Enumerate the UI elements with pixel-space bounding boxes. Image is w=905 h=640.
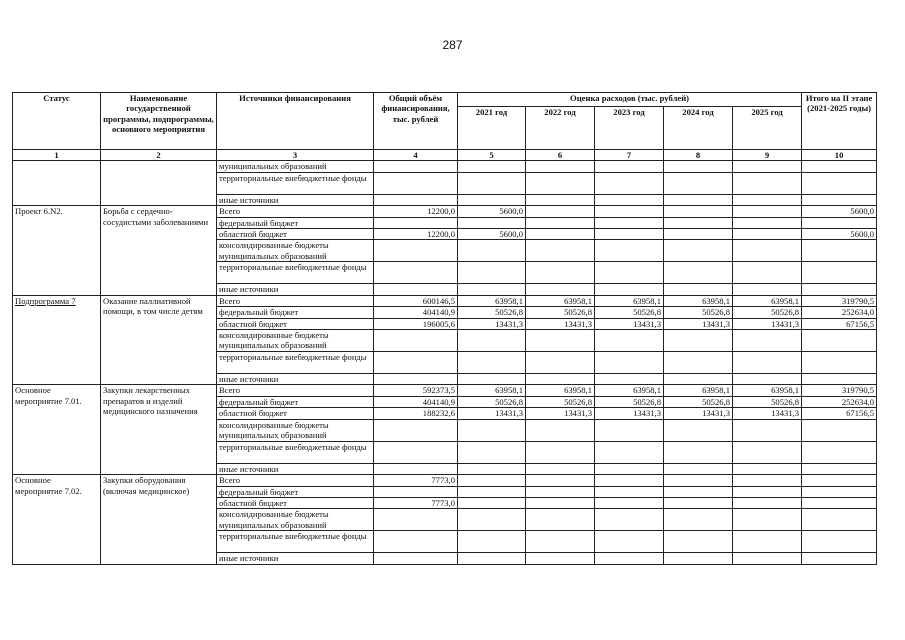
value-cell-itogo: 67156,5 bbox=[802, 408, 877, 419]
value-cell-y2021: 5600,0 bbox=[458, 229, 526, 240]
source-cell: областной бюджет bbox=[217, 408, 374, 419]
value-cell-itogo bbox=[802, 352, 877, 374]
value-cell-total: 12200,0 bbox=[374, 206, 458, 217]
value-cell-total bbox=[374, 262, 458, 284]
source-cell: областной бюджет bbox=[217, 318, 374, 329]
value-cell-y2023 bbox=[595, 262, 664, 284]
value-cell-y2022 bbox=[526, 330, 595, 352]
value-cell-y2024 bbox=[664, 441, 733, 463]
value-cell-y2021: 13431,3 bbox=[458, 408, 526, 419]
value-cell-y2022: 13431,3 bbox=[526, 408, 595, 419]
source-cell: Всего bbox=[217, 475, 374, 486]
source-cell: Всего bbox=[217, 295, 374, 306]
value-cell-total bbox=[374, 217, 458, 228]
value-cell-y2024 bbox=[664, 497, 733, 508]
value-cell-y2022 bbox=[526, 486, 595, 497]
value-cell-total: 196005,6 bbox=[374, 318, 458, 329]
value-cell-itogo: 252634,0 bbox=[802, 307, 877, 318]
source-cell: Всего bbox=[217, 385, 374, 396]
value-cell-y2021 bbox=[458, 553, 526, 564]
value-cell-total bbox=[374, 284, 458, 295]
value-cell-y2024 bbox=[664, 284, 733, 295]
value-cell-y2024 bbox=[664, 240, 733, 262]
value-cell-y2024: 50526,8 bbox=[664, 307, 733, 318]
value-cell-y2025 bbox=[733, 531, 802, 553]
value-cell-y2021 bbox=[458, 217, 526, 228]
value-cell-itogo bbox=[802, 486, 877, 497]
value-cell-y2025 bbox=[733, 240, 802, 262]
value-cell-y2024 bbox=[664, 553, 733, 564]
value-cell-y2025 bbox=[733, 419, 802, 441]
value-cell-y2025 bbox=[733, 262, 802, 284]
value-cell-y2024: 63958,1 bbox=[664, 295, 733, 306]
value-cell-y2023 bbox=[595, 217, 664, 228]
value-cell-y2023: 50526,8 bbox=[595, 307, 664, 318]
value-cell-y2022 bbox=[526, 509, 595, 531]
table-row bbox=[13, 295, 877, 306]
name-cell: Закупки оборудования (включая медицинское) bbox=[101, 475, 217, 565]
value-cell-itogo bbox=[802, 553, 877, 564]
status-cell: Основное мероприятие 7.02. bbox=[13, 475, 101, 565]
value-cell-itogo: 5600,0 bbox=[802, 206, 877, 217]
source-cell: федеральный бюджет bbox=[217, 307, 374, 318]
value-cell-y2024 bbox=[664, 374, 733, 385]
header-2025: 2025 год bbox=[733, 107, 802, 150]
value-cell-total: 600146,5 bbox=[374, 295, 458, 306]
value-cell-y2024 bbox=[664, 475, 733, 486]
value-cell-y2025 bbox=[733, 441, 802, 463]
value-cell-y2025: 63958,1 bbox=[733, 295, 802, 306]
value-cell-total bbox=[374, 419, 458, 441]
value-cell-y2023 bbox=[595, 284, 664, 295]
source-cell: консолидированные бюджеты муниципальных образований bbox=[217, 240, 374, 262]
value-cell-y2024 bbox=[664, 206, 733, 217]
source-cell: иные источники bbox=[217, 194, 374, 205]
value-cell-itogo bbox=[802, 419, 877, 441]
source-cell: муниципальных образований bbox=[217, 161, 374, 172]
value-cell-itogo bbox=[802, 330, 877, 352]
budget-table bbox=[12, 92, 877, 565]
value-cell-y2021: 50526,8 bbox=[458, 396, 526, 407]
source-cell: иные источники bbox=[217, 553, 374, 564]
value-cell-y2021 bbox=[458, 419, 526, 441]
value-cell-y2021 bbox=[458, 497, 526, 508]
value-cell-total bbox=[374, 509, 458, 531]
source-cell: территориальные внебюджетные фонды bbox=[217, 531, 374, 553]
value-cell-y2025 bbox=[733, 374, 802, 385]
column-index-row bbox=[13, 150, 877, 161]
value-cell-itogo: 319790,5 bbox=[802, 295, 877, 306]
value-cell-total: 7773,0 bbox=[374, 497, 458, 508]
value-cell-y2024 bbox=[664, 419, 733, 441]
value-cell-y2024 bbox=[664, 262, 733, 284]
value-cell-y2024 bbox=[664, 229, 733, 240]
value-cell-y2023 bbox=[595, 531, 664, 553]
value-cell-itogo bbox=[802, 262, 877, 284]
value-cell-y2022: 63958,1 bbox=[526, 385, 595, 396]
source-cell: федеральный бюджет bbox=[217, 217, 374, 228]
status-cell: Подпрограмма 7 bbox=[13, 295, 101, 385]
col-index: 5 bbox=[458, 150, 526, 161]
value-cell-total: 592373,5 bbox=[374, 385, 458, 396]
name-cell: Закупки лекарственных препаратов и изделий медицинского назначения bbox=[101, 385, 217, 475]
value-cell-y2025 bbox=[733, 206, 802, 217]
value-cell-y2025: 13431,3 bbox=[733, 408, 802, 419]
value-cell-y2025 bbox=[733, 352, 802, 374]
value-cell-y2022 bbox=[526, 475, 595, 486]
value-cell-total: 188232,6 bbox=[374, 408, 458, 419]
value-cell-y2022 bbox=[526, 374, 595, 385]
name-cell: Оказание паллиативной помощи, в том числе детям bbox=[101, 295, 217, 385]
value-cell-itogo: 319790,5 bbox=[802, 385, 877, 396]
header-2024: 2024 год bbox=[664, 107, 733, 150]
value-cell-y2023: 63958,1 bbox=[595, 385, 664, 396]
col-index: 8 bbox=[664, 150, 733, 161]
value-cell-y2024 bbox=[664, 352, 733, 374]
source-cell: территориальные внебюджетные фонды bbox=[217, 352, 374, 374]
value-cell-y2022 bbox=[526, 262, 595, 284]
table-row bbox=[13, 475, 877, 486]
header-sources: Источники финансирования bbox=[217, 93, 374, 150]
value-cell-y2022 bbox=[526, 229, 595, 240]
source-cell: иные источники bbox=[217, 284, 374, 295]
value-cell-y2021 bbox=[458, 486, 526, 497]
value-cell-total bbox=[374, 441, 458, 463]
value-cell-y2023: 63958,1 bbox=[595, 295, 664, 306]
value-cell-y2025 bbox=[733, 553, 802, 564]
value-cell-y2023 bbox=[595, 441, 664, 463]
value-cell-y2021: 13431,3 bbox=[458, 318, 526, 329]
table-row bbox=[13, 206, 877, 217]
status-cell: Проект 6.N2. bbox=[13, 206, 101, 296]
source-cell: федеральный бюджет bbox=[217, 396, 374, 407]
value-cell-y2025 bbox=[733, 217, 802, 228]
source-cell: территориальные внебюджетные фонды bbox=[217, 172, 374, 194]
col-index: 9 bbox=[733, 150, 802, 161]
value-cell-total bbox=[374, 330, 458, 352]
source-cell: областной бюджет bbox=[217, 229, 374, 240]
value-cell-total: 404140,9 bbox=[374, 307, 458, 318]
value-cell-y2025 bbox=[733, 475, 802, 486]
value-cell-y2022 bbox=[526, 352, 595, 374]
value-cell-y2022: 13431,3 bbox=[526, 318, 595, 329]
source-cell: территориальные внебюджетные фонды bbox=[217, 262, 374, 284]
value-cell-y2024 bbox=[664, 531, 733, 553]
value-cell-total bbox=[374, 463, 458, 474]
value-cell-y2021 bbox=[458, 284, 526, 295]
value-cell-y2022 bbox=[526, 206, 595, 217]
value-cell-y2021: 63958,1 bbox=[458, 295, 526, 306]
value-cell-y2024: 13431,3 bbox=[664, 318, 733, 329]
header-2023: 2023 год bbox=[595, 107, 664, 150]
col-index: 1 bbox=[13, 150, 101, 161]
value-cell-y2024: 13431,3 bbox=[664, 408, 733, 419]
value-cell-y2022 bbox=[526, 240, 595, 262]
header-name: Наименование государственной программы, подпрограммы, основного мероприятия bbox=[101, 93, 217, 150]
value-cell-y2021: 5600,0 bbox=[458, 206, 526, 217]
value-cell-total bbox=[374, 486, 458, 497]
value-cell-y2022 bbox=[526, 284, 595, 295]
value-cell-y2025 bbox=[733, 486, 802, 497]
value-cell-y2021 bbox=[458, 262, 526, 284]
table-row bbox=[13, 161, 877, 172]
value-cell-y2021 bbox=[458, 240, 526, 262]
value-cell-y2022 bbox=[526, 553, 595, 564]
value-cell-itogo bbox=[802, 509, 877, 531]
value-cell-y2024 bbox=[664, 217, 733, 228]
col-index: 3 bbox=[217, 150, 374, 161]
value-cell-y2023 bbox=[595, 352, 664, 374]
status-cell: Основное мероприятие 7.01. bbox=[13, 385, 101, 475]
value-cell-y2023 bbox=[595, 229, 664, 240]
source-cell: Всего bbox=[217, 206, 374, 217]
value-cell-y2025: 63958,1 bbox=[733, 385, 802, 396]
value-cell-itogo bbox=[802, 374, 877, 385]
source-cell: консолидированные бюджеты муниципальных образований bbox=[217, 419, 374, 441]
value-cell-y2021 bbox=[458, 374, 526, 385]
value-cell-itogo bbox=[802, 497, 877, 508]
value-cell-y2022 bbox=[526, 497, 595, 508]
value-cell-itogo: 252634,0 bbox=[802, 396, 877, 407]
value-cell-total bbox=[374, 531, 458, 553]
value-cell-itogo bbox=[802, 217, 877, 228]
value-cell-itogo: 67156,5 bbox=[802, 318, 877, 329]
header-total: Общий объём финансирования, тыс. рублей bbox=[374, 93, 458, 150]
value-cell-y2021 bbox=[458, 463, 526, 474]
value-cell-y2023 bbox=[595, 509, 664, 531]
value-cell-itogo bbox=[802, 441, 877, 463]
value-cell-total bbox=[374, 553, 458, 564]
value-cell-y2023 bbox=[595, 374, 664, 385]
value-cell-total bbox=[374, 240, 458, 262]
col-index: 10 bbox=[802, 150, 877, 161]
value-cell-y2025 bbox=[733, 284, 802, 295]
value-cell-y2024 bbox=[664, 463, 733, 474]
value-cell-itogo bbox=[802, 531, 877, 553]
page-number: 287 bbox=[442, 38, 463, 52]
value-cell-y2024: 50526,8 bbox=[664, 396, 733, 407]
header-estimate: Оценка расходов (тыс. рублей) bbox=[458, 93, 802, 107]
value-cell-y2023 bbox=[595, 475, 664, 486]
value-cell-y2022: 63958,1 bbox=[526, 295, 595, 306]
value-cell-y2023: 13431,3 bbox=[595, 408, 664, 419]
value-cell-y2021 bbox=[458, 475, 526, 486]
value-cell-itogo: 5600,0 bbox=[802, 229, 877, 240]
value-cell-y2023 bbox=[595, 419, 664, 441]
col-index: 4 bbox=[374, 150, 458, 161]
header-2022: 2022 год bbox=[526, 107, 595, 150]
value-cell-y2025 bbox=[733, 509, 802, 531]
value-cell-itogo bbox=[802, 284, 877, 295]
value-cell-total bbox=[374, 352, 458, 374]
value-cell-y2022 bbox=[526, 531, 595, 553]
value-cell-total: 404140,9 bbox=[374, 396, 458, 407]
value-cell-total: 7773,0 bbox=[374, 475, 458, 486]
value-cell-y2022: 50526,8 bbox=[526, 396, 595, 407]
value-cell-y2025 bbox=[733, 497, 802, 508]
value-cell-y2021 bbox=[458, 352, 526, 374]
table-row bbox=[13, 385, 877, 396]
value-cell-total: 12200,0 bbox=[374, 229, 458, 240]
value-cell-y2023 bbox=[595, 463, 664, 474]
source-cell: территориальные внебюджетные фонды bbox=[217, 441, 374, 463]
col-index: 7 bbox=[595, 150, 664, 161]
value-cell-itogo bbox=[802, 463, 877, 474]
value-cell-y2023 bbox=[595, 206, 664, 217]
value-cell-y2023: 50526,8 bbox=[595, 396, 664, 407]
value-cell-y2022 bbox=[526, 419, 595, 441]
source-cell: иные источники bbox=[217, 374, 374, 385]
value-cell-itogo bbox=[802, 240, 877, 262]
value-cell-y2025 bbox=[733, 229, 802, 240]
value-cell-y2025: 13431,3 bbox=[733, 318, 802, 329]
value-cell-y2024 bbox=[664, 509, 733, 531]
status-cell bbox=[13, 161, 101, 206]
value-cell-y2022: 50526,8 bbox=[526, 307, 595, 318]
source-cell: областной бюджет bbox=[217, 497, 374, 508]
value-cell-total bbox=[374, 374, 458, 385]
col-index: 2 bbox=[101, 150, 217, 161]
value-cell-y2021 bbox=[458, 441, 526, 463]
value-cell-y2025 bbox=[733, 330, 802, 352]
value-cell-y2024 bbox=[664, 486, 733, 497]
value-cell-y2024: 63958,1 bbox=[664, 385, 733, 396]
value-cell-y2023 bbox=[595, 553, 664, 564]
name-cell bbox=[101, 161, 217, 206]
value-cell-y2025: 50526,8 bbox=[733, 307, 802, 318]
value-cell-y2024 bbox=[664, 330, 733, 352]
value-cell-y2025 bbox=[733, 463, 802, 474]
value-cell-y2021 bbox=[458, 531, 526, 553]
value-cell-y2021 bbox=[458, 330, 526, 352]
source-cell: федеральный бюджет bbox=[217, 486, 374, 497]
source-cell: консолидированные бюджеты муниципальных образований bbox=[217, 330, 374, 352]
value-cell-y2023 bbox=[595, 486, 664, 497]
name-cell: Борьба с сердечно-сосудистыми заболеваниями bbox=[101, 206, 217, 296]
value-cell-y2023 bbox=[595, 330, 664, 352]
col-index: 6 bbox=[526, 150, 595, 161]
header-2021: 2021 год bbox=[458, 107, 526, 150]
value-cell-y2021: 63958,1 bbox=[458, 385, 526, 396]
value-cell-y2023 bbox=[595, 240, 664, 262]
value-cell-y2023 bbox=[595, 497, 664, 508]
source-cell: консолидированные бюджеты муниципальных образований bbox=[217, 509, 374, 531]
value-cell-y2023: 13431,3 bbox=[595, 318, 664, 329]
value-cell-itogo bbox=[802, 475, 877, 486]
value-cell-y2022 bbox=[526, 441, 595, 463]
value-cell-y2022 bbox=[526, 463, 595, 474]
value-cell-y2022 bbox=[526, 217, 595, 228]
value-cell-y2025: 50526,8 bbox=[733, 396, 802, 407]
value-cell-y2021 bbox=[458, 509, 526, 531]
header-itogo: Итого на II этапе (2021-2025 годы) bbox=[802, 93, 877, 150]
value-cell-y2021: 50526,8 bbox=[458, 307, 526, 318]
header-status: Статус bbox=[13, 93, 101, 150]
source-cell: иные источники bbox=[217, 463, 374, 474]
